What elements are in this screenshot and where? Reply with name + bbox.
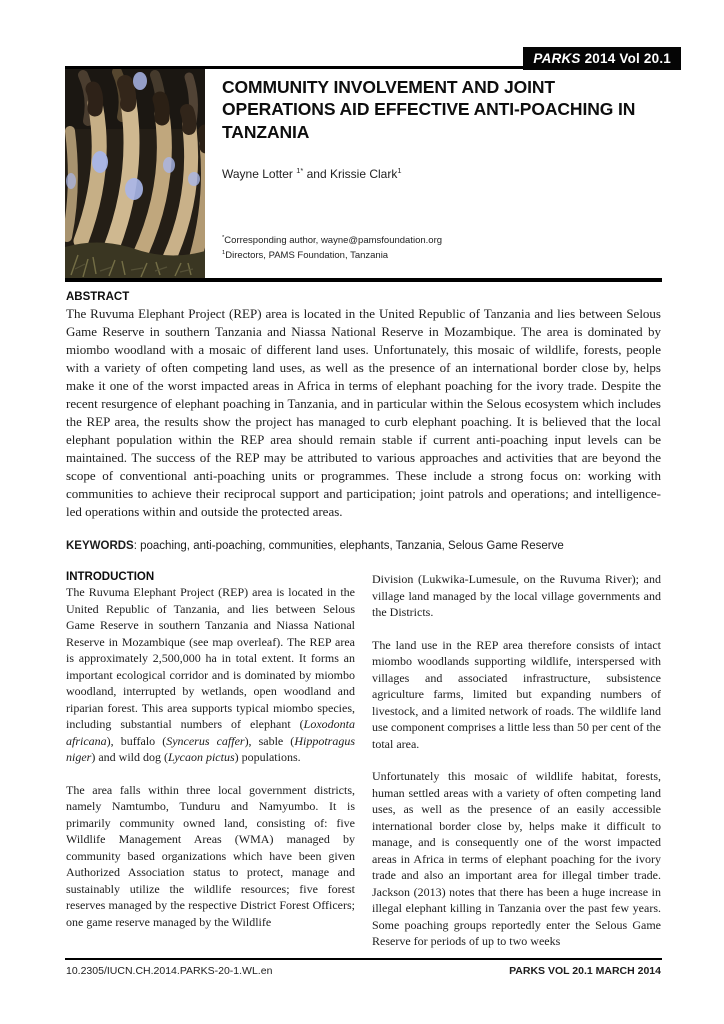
abstract-text: The Ruvuma Elephant Project (REP) area is located in the United Republic of Tanzania and lies between Selous Game Reserve in southern Tanzania and Niassa National Reserve in Mozambique. The area is dominated by miombo woodland with a mosaic of different land uses. Unfortunately, this mosaic of wildlife, forests, people with a variety of often competing land uses, as well as the presence of an international border close by, helps make it one of the worst impacted areas in Africa in terms of elephant poaching for the ivory trade. Despite the recent resurgence of elephant poaching in Tanzania, and in particular within the Selous ecosystem which includes the REP area, the results show the project has managed to curb elephant poaching. It is believed that the local elephant population within the REP area should remain stable if current anti-poaching input levels can be maintained. The success of the REP may be attributed to various approaches and activities that are beyond the scope of conventional anti-poaching units or programmes. These include a strong focus on: working with communities to achieve their reciprocal support and participation; joint patrols and operations; and intelligence-led operations within and outside the protected areas. bbox=[66, 306, 661, 519]
intro-paragraph-1 bbox=[66, 584, 355, 766]
volume-badge bbox=[523, 47, 681, 70]
keywords-text: : poaching, anti-poaching, communities, elephants, Tanzania, Selous Game Reserve bbox=[133, 540, 564, 552]
intro-paragraph-2-continued: Division (Lukwika-Lumesule, on the Ruvuma River); and village land managed by the local village governments and the Districts. bbox=[372, 572, 661, 619]
right-column bbox=[372, 571, 661, 950]
intro-p1-text: The Ruvuma Elephant Project (REP) area is located in the United Republic of Tanzania, and lies between Selous Game Reserve in southern Tanzania and Niassa National Reserve in Mozambique (see map overleaf). The REP area is approximately 2,500,000 ha in total extent. It forms an important ecological corridor and is dominated by miombo woodland, interrupted by wetlands, open woodland and riparian forest. This area supports typical miombo species, including substantial numbers of elephant ( bbox=[66, 585, 355, 731]
footer-rule bbox=[65, 958, 662, 960]
header-divider-rule bbox=[65, 278, 662, 282]
footnote-1-text: Corresponding author, wayne@pamsfoundation.org bbox=[224, 235, 443, 246]
footnote-affiliation bbox=[222, 248, 662, 263]
author-2-superscript: 1 bbox=[397, 166, 402, 176]
footnote-corresponding-author bbox=[222, 233, 662, 248]
doi-text: 10.2305/IUCN.CH.2014.PARKS-20-1.WL.en bbox=[66, 965, 273, 977]
title-block bbox=[222, 76, 662, 181]
author-footnotes bbox=[222, 233, 662, 263]
footnote-1-marker: * bbox=[222, 234, 225, 241]
page-footer bbox=[66, 965, 661, 977]
footer-issue-text: PARKS VOL 20.1 MARCH 2014 bbox=[509, 965, 661, 977]
author-1-superscript: 1* bbox=[296, 166, 304, 176]
keywords-label: KEYWORDS bbox=[66, 540, 134, 552]
species-name: Hippotragus niger bbox=[66, 733, 355, 764]
author-2: and Krissie Clark bbox=[303, 167, 398, 182]
confiscated-tusks-photo bbox=[65, 69, 205, 278]
intro-p1-text: ), sable ( bbox=[244, 733, 295, 748]
introduction-heading: INTRODUCTION bbox=[66, 571, 155, 583]
badge-volume-text: 2014 Vol 20.1 bbox=[580, 51, 671, 66]
intro-paragraph-4: Unfortunately this mosaic of wildlife habitat, forests, human settled areas with a variety of often competing land uses, as well as the presence of an easily accessible international border close by, helps make it difficult to manage, and is consequently one of the worst impacted areas in Africa in terms of elephant poaching for the ivory trade and also an important area for illegal timber trade. Jackson (2013) notes that there has been a huge increase in illegal elephant killing in Tanzania over the past few years. Some poaching groups reportedly enter the Selous Game Reserve for periods of up to two weeks bbox=[372, 769, 661, 948]
abstract-section bbox=[66, 291, 661, 521]
keywords-line bbox=[66, 540, 661, 552]
species-name: Lycaon pictus bbox=[168, 750, 235, 764]
left-column bbox=[66, 571, 355, 950]
footnote-2-text: Directors, PAMS Foundation, Tanzania bbox=[225, 250, 389, 261]
species-name: Syncerus caffer bbox=[166, 733, 245, 748]
intro-p1-text: ) populations. bbox=[234, 750, 301, 764]
article-title: COMMUNITY INVOLVEMENT AND JOINT OPERATIONS AID EFFECTIVE ANTI-POACHING IN TANZANIA bbox=[222, 77, 636, 142]
intro-p1-text: ), buffalo ( bbox=[106, 733, 167, 748]
species-name: Loxodonta africana bbox=[66, 717, 355, 748]
intro-paragraph-3: The land use in the REP area therefore consists of intact miombo woodlands supporting wildlife, interspersed with villages and associated infrastructure, subsistence agriculture farms, limited but expanding numbers of livestock, and a limited network of roads. The wildlife land use component comprises a little less than 50 per cent of the total area. bbox=[372, 637, 661, 751]
author-1: Wayne Lotter bbox=[222, 167, 297, 182]
authors-line bbox=[222, 167, 662, 181]
body-columns bbox=[66, 571, 661, 950]
intro-p1-text: ) and wild dog ( bbox=[91, 750, 168, 764]
abstract-heading: ABSTRACT bbox=[66, 291, 130, 303]
badge-journal-name: PARKS bbox=[533, 51, 581, 66]
footnote-2-marker: 1 bbox=[222, 249, 226, 256]
intro-paragraph-2: The area falls within three local government districts, namely Namtumbo, Tunduru and Namyumbo. It is primarily community owned land, consisting of: five Wildlife Management Areas (WMA) managed by community based organizations which have been given Authorized Association status to protect, manage and sustainably utilize the wildlife resources; five forest reserves managed by the respective District Forest Officers; one game reserve managed by the Wildlife bbox=[66, 782, 355, 929]
